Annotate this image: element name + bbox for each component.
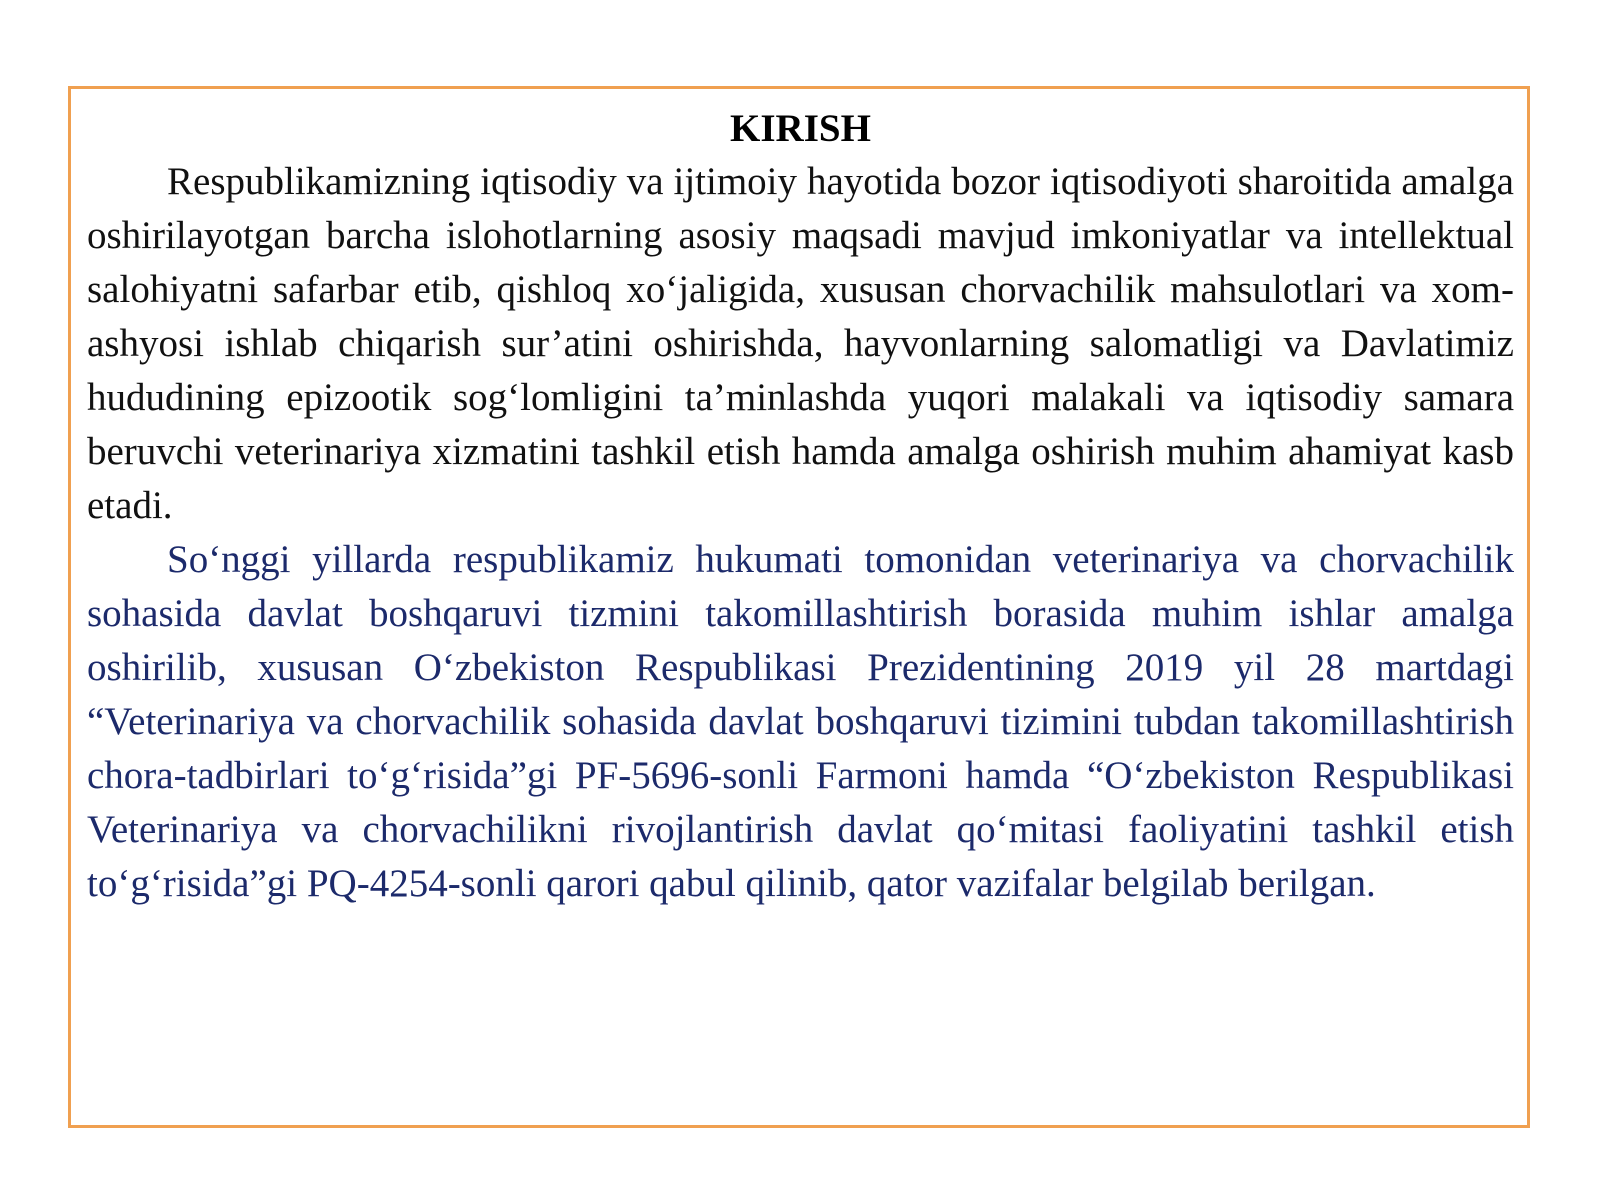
paragraph-government-measures: So‘nggi yillarda respublikamiz hukumati tomonidan veterinariya va chorvachilik sohasida davlat boshqaruvi tizmini takomillashtirish borasida muhim ishlar amalga oshirilib, xususan O‘zbekiston Respublikasi Prezidentining 2019 yil 28 martdagi “Veterinariya va chorvachilik sohasida davlat boshqaruvi tizimini tubdan takomillashtirish chora-tadbirlari to‘g‘risida”gi PF-5696-sonli Farmoni hamda “O‘zbekiston Respublikasi Veterinariya va chorvachilikni rivojlantirish davlat qo‘mitasi faoliyatini tashkil etish to‘g‘risida”gi PQ-4254-sonli qarori qabul qilinib, qator vazifalar belgilab berilgan. <box>87 538 1514 905</box>
document-frame <box>68 86 1530 1128</box>
document-body <box>87 103 1514 911</box>
document-title: KIRISH <box>730 107 871 150</box>
paragraph-introduction: Respublikamizning iqtisodiy va ijtimoiy hayotida bozor iqtisodiyoti sharoitida amalga oshirilayotgan barcha islohotlarning asosiy maqsadi mavjud imkoniyatlar va intellektual salohiyatni safarbar etib, qishloq xo‘jaligida, xususan chorvachilik mahsulotlari va xom-ashyosi ishlab chiqarish sur’atini oshirishda, hayvonlarning salomatligi va Davlatimiz hududining epizootik sog‘lomligini ta’minlashda yuqori malakali va iqtisodiy samara beruvchi veterinariya xizmatini tashkil etish hamda amalga oshirish muhim ahamiyat kasb etadi. <box>87 160 1514 527</box>
